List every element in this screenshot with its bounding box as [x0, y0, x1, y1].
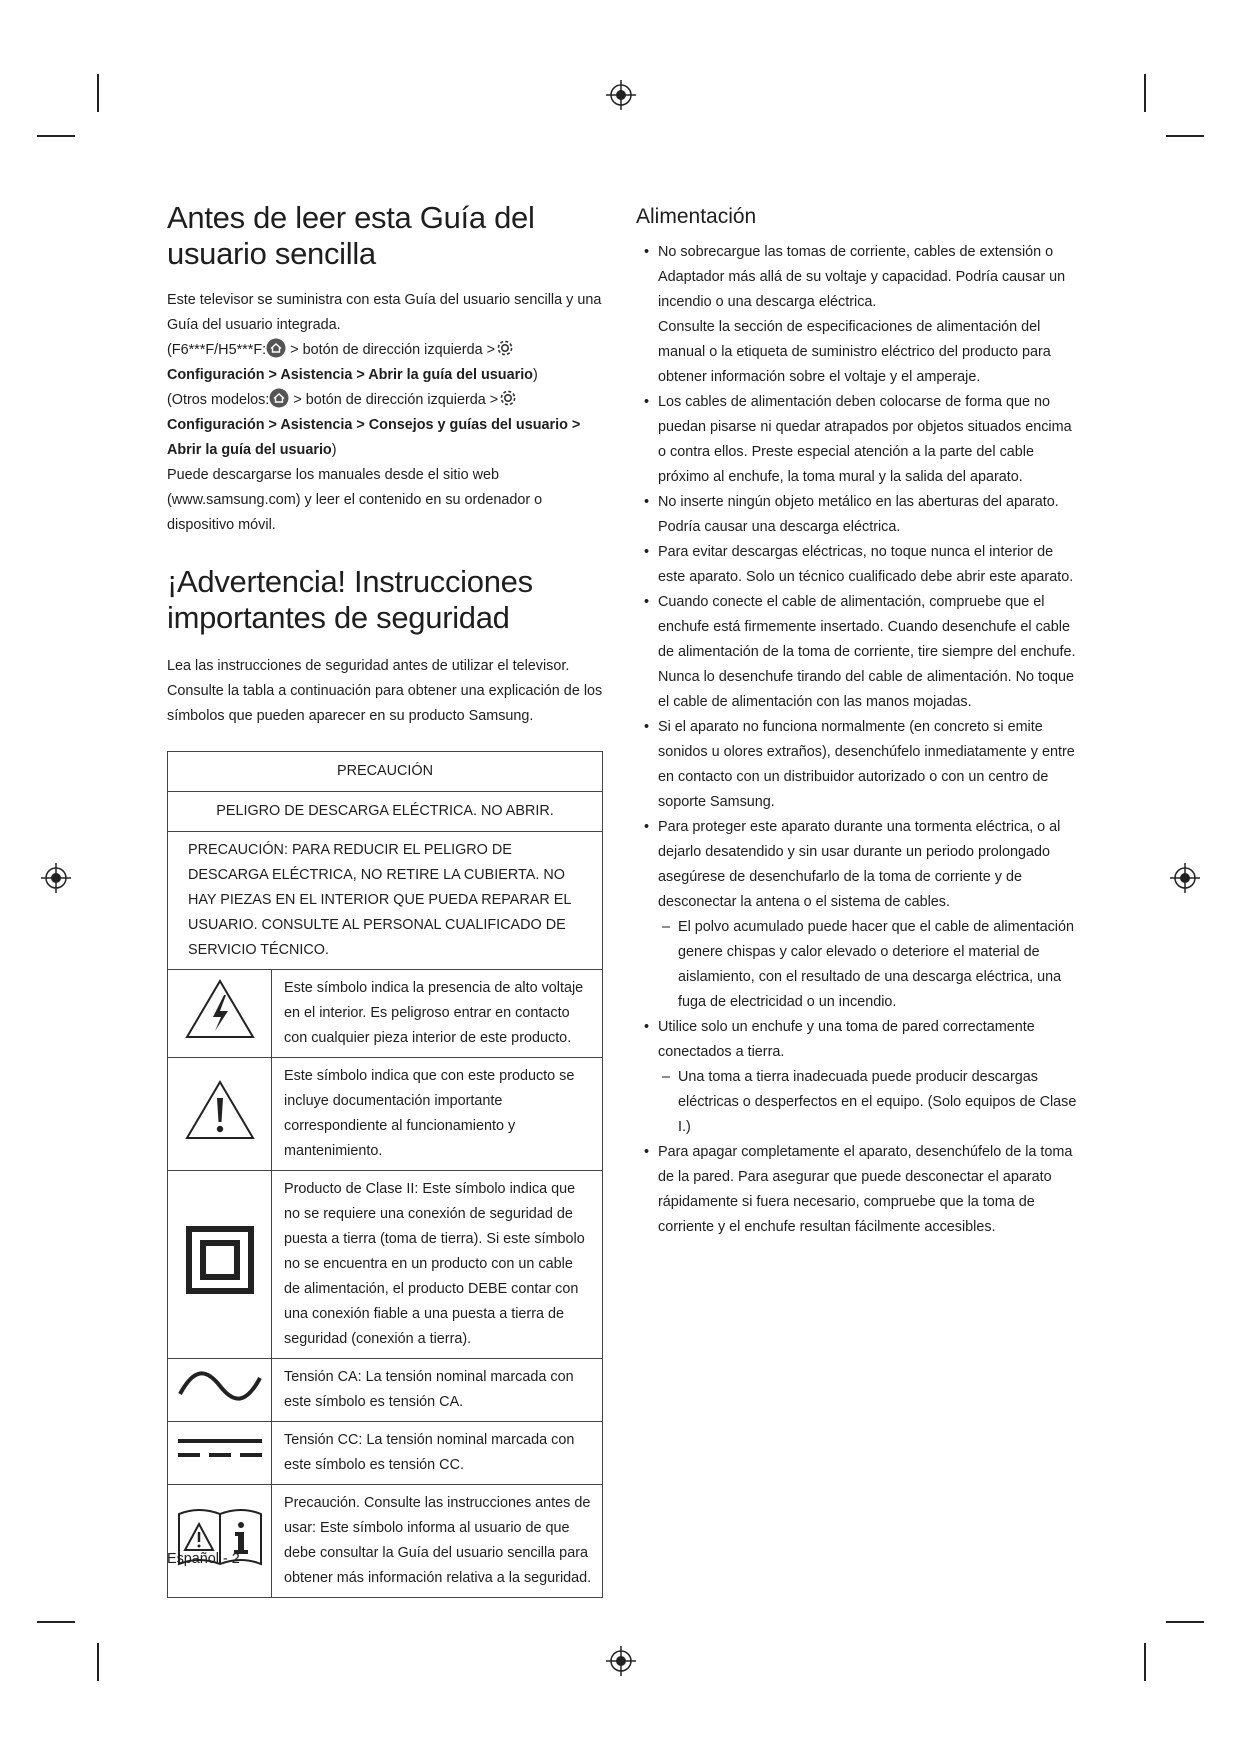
settings-gear-icon — [498, 388, 518, 408]
crop-mark — [1166, 1621, 1204, 1623]
symbol-cell — [168, 970, 272, 1058]
path2-menu: Configuración > Asistencia > Consejos y guías del usuario > Abrir la guía del usuario — [167, 417, 581, 458]
symbol-cell — [168, 1485, 272, 1598]
path2-end: ) — [331, 442, 337, 458]
settings-gear-icon — [495, 338, 515, 358]
crop-mark — [1144, 74, 1146, 112]
registration-mark-icon — [606, 1646, 636, 1676]
intro-paragraph — [167, 288, 603, 538]
table-row — [168, 970, 603, 1058]
symbol-cell — [168, 1422, 272, 1485]
list-item: • Si el aparato no funciona normalmente (en concreto si emite sonidos u olores extraños), desenchúfelo inmediatamente y entre en contacto con un distribuidor autorizado o con un centro de soporte Samsung. — [636, 715, 1081, 815]
path1-menu: Configuración > Asistencia > Abrir la guía del usuario — [167, 367, 533, 383]
crop-mark — [1144, 1643, 1146, 1681]
list-item — [636, 240, 1081, 390]
table-row — [168, 1485, 603, 1598]
symbol-cell — [168, 1359, 272, 1422]
list-item-extra: Consulte la sección de especificaciones de alimentación del manual o la etiqueta de suministro eléctrico del producto para obtener información sobre el voltaje y el amperaje. — [658, 319, 1051, 385]
list-item: • Para evitar descargas eléctricas, no toque nunca el interior de este aparato. Solo un técnico cualificado debe abrir este aparato. — [636, 540, 1081, 590]
registration-mark-icon — [41, 863, 71, 893]
crop-mark — [97, 1643, 99, 1681]
table-row — [168, 1422, 603, 1485]
path1-prefix: (F6***F/H5***F: — [167, 342, 267, 358]
list-item: • Para apagar completamente el aparato, desenchúfelo de la toma de la pared. Para asegurar que puede desconectar el aparato rápidamente si fuera necesario, compruebe que la toma de corriente y el enchufe resultan fácilmente accesibles. — [636, 1140, 1081, 1240]
page-number: Español - 2 — [167, 1551, 240, 1567]
table-row — [168, 1058, 603, 1171]
symbol-cell — [168, 1171, 272, 1359]
section-title-power: Alimentación — [636, 205, 757, 228]
list-item-text: Utilice solo un enchufe y una toma de pared correctamente conectados a tierra. — [658, 1019, 1035, 1060]
symbol-description: Tensión CC: La tensión nominal marcada con este símbolo es tensión CC. — [272, 1422, 603, 1485]
path1-direction: > botón de dirección izquierda > — [290, 342, 495, 358]
section-title-before-reading: Antes de leer esta Guía del usuario sencilla — [167, 200, 535, 271]
crop-mark — [1166, 135, 1204, 137]
exclamation-warning-icon — [183, 1078, 257, 1142]
table-header-caution: PRECAUCIÓN — [168, 752, 603, 792]
list-item: • Los cables de alimentación deben colocarse de forma que no puedan pisarse ni quedar atrapados por objetos situados encima o contra ellos. Preste especial atención a la parte del cable próximo al enchufe, la toma mural y la salida del aparato. — [636, 390, 1081, 490]
registration-mark-icon — [1170, 863, 1200, 893]
symbol-description: Este símbolo indica que con este producto se incluye documentación importante correspondiente al funcionamiento y mantenimiento. — [272, 1058, 603, 1171]
dc-voltage-icon — [176, 1434, 264, 1464]
crop-mark — [37, 135, 75, 137]
path2-prefix: (Otros modelos: — [167, 392, 270, 408]
symbol-description: Producto de Clase II: Este símbolo indica que no se requiere una conexión de seguridad de puesta a tierra (toma de tierra). Si este símbolo no se encuentra en un producto con un cable de alimentación, el producto DEBE contar con una conexión fiable a una puesta a tierra de seguridad (conexión a tierra). — [272, 1171, 603, 1359]
sub-list — [658, 915, 1081, 1015]
symbol-cell — [168, 1058, 272, 1171]
right-column — [636, 200, 1081, 1240]
class-ii-icon — [183, 1223, 257, 1297]
crop-mark — [97, 74, 99, 112]
list-item: • Cuando conecte el cable de alimentación, compruebe que el enchufe está firmemente insertado. Cuando desenchufe el cable de alimentación de la toma de corriente, tire siempre del enchufe. Nunca lo desenchufe tirando del cable de alimentación. No toque el cable de alimentación con las manos mojadas. — [636, 590, 1081, 715]
table-caution-text: PRECAUCIÓN: PARA REDUCIR EL PELIGRO DE DESCARGA ELÉCTRICA, NO RETIRE LA CUBIERTA. NO HAY PIEZAS EN EL INTERIOR QUE PUEDA REPARAR EL USUARIO. CONSULTE AL PERSONAL CUALIFICADO DE SERVICIO TÉCNICO. — [168, 832, 603, 970]
table-row — [168, 1171, 603, 1359]
home-icon — [269, 388, 289, 408]
safety-intro: Lea las instrucciones de seguridad antes de utilizar el televisor. Consulte la tabla a continuación para obtener una explicación de los símbolos que pueden aparecer en su producto Samsung. — [167, 658, 603, 724]
left-column — [167, 200, 603, 1598]
sub-list-item: – El polvo acumulado puede hacer que el cable de alimentación genere chispas y calor elevado o deteriore el material de aislamiento, con el resultado de una descarga eléctrica, una fuga de electricidad o un incendio. — [658, 915, 1081, 1015]
symbol-description: Precaución. Consulte las instrucciones antes de usar: Este símbolo informa al usuario de que debe consultar la Guía del usuario sencilla para obtener más información relativa a la seguridad. — [272, 1485, 603, 1598]
safety-symbols-table — [167, 751, 603, 1598]
power-safety-list — [636, 240, 1081, 1240]
sub-list — [658, 1065, 1081, 1140]
intro-text: Este televisor se suministra con esta Guía del usuario sencilla y una Guía del usuario integrada. — [167, 292, 602, 333]
section-title-safety: ¡Advertencia! Instrucciones importantes de seguridad — [167, 564, 533, 635]
path1-end: ) — [532, 367, 538, 383]
path2-direction: > botón de dirección izquierda > — [293, 392, 499, 408]
registration-mark-icon — [606, 80, 636, 110]
list-item-text: Para proteger este aparato durante una tormenta eléctrica, o al dejarlo desatendido y sin usar durante un periodo prolongado asegúrese de desenchufarlo de la toma de corriente y de desconectar la antena o el sistema de cables. — [658, 819, 1061, 910]
crop-mark — [37, 1621, 75, 1623]
list-item: • No inserte ningún objeto metálico en las aberturas del aparato. Podría causar una descarga eléctrica. — [636, 490, 1081, 540]
list-item-text: No sobrecargue las tomas de corriente, cables de extensión o Adaptador más allá de su voltaje y capacidad. Podría causar un incendio o una descarga eléctrica. — [658, 244, 1066, 310]
symbol-description: Este símbolo indica la presencia de alto voltaje en el interior. Es peligroso entrar en contacto con cualquier pieza interior de este producto. — [272, 970, 603, 1058]
table-header-shock: PELIGRO DE DESCARGA ELÉCTRICA. NO ABRIR. — [168, 792, 603, 832]
symbol-description: Tensión CA: La tensión nominal marcada con este símbolo es tensión CA. — [272, 1359, 603, 1422]
list-item — [636, 815, 1081, 1015]
home-icon — [266, 338, 286, 358]
list-item — [636, 1015, 1081, 1140]
sub-list-item: – Una toma a tierra inadecuada puede producir descargas eléctricas o desperfectos en el equipo. (Solo equipos de Clase I.) — [658, 1065, 1081, 1140]
download-text: Puede descargarse los manuales desde el sitio web (www.samsung.com) y leer el contenido en su ordenador o dispositivo móvil. — [167, 467, 543, 533]
high-voltage-icon — [183, 977, 257, 1041]
ac-voltage-icon — [176, 1366, 264, 1406]
table-row — [168, 1359, 603, 1422]
